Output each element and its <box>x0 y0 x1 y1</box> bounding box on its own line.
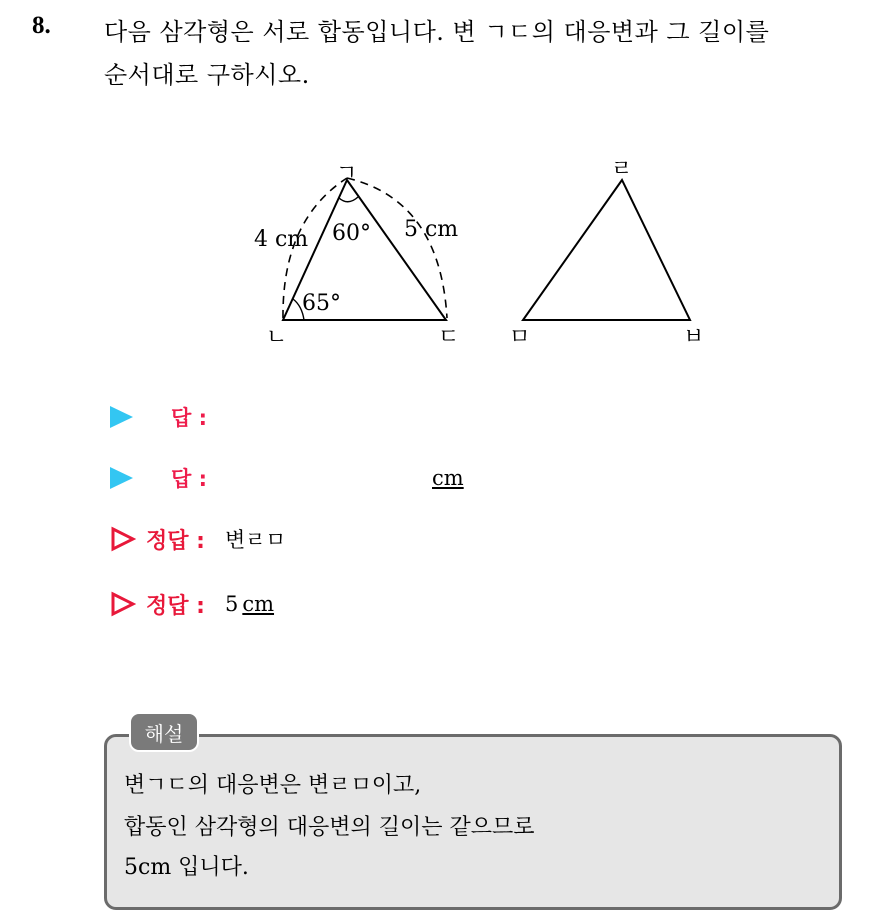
outline-play-icon <box>110 591 136 617</box>
right-triangle <box>523 180 690 320</box>
answer-row-2 <box>110 461 464 495</box>
vertex-label-n: ㄴ <box>266 325 288 350</box>
vertex-label-r: ㄹ <box>611 157 633 182</box>
vertex-label-m: ㅁ <box>509 325 531 350</box>
question-text-line2: 순서대로 구하시오. <box>104 61 310 89</box>
play-arrow-icon <box>110 406 133 428</box>
vertex-label-g: ㄱ <box>336 161 358 186</box>
explanation-line1: 변ㄱㄷ의 대응변은 변ㄹㅁ이고, <box>124 773 422 798</box>
correct-unit: cm <box>242 592 275 616</box>
correct-row-2 <box>110 587 274 621</box>
question-text-line1: 다음 삼각형은 서로 합동입니다. 변 ㄱㄷ의 대응변과 그 길이를 <box>104 18 770 46</box>
explanation-line2: 합동인 삼각형의 대응변의 길이는 같으므로 <box>124 815 535 840</box>
angle-label-60: 60° <box>332 221 371 246</box>
angle-label-65: 65° <box>302 291 341 316</box>
correct-label: 정답 : <box>146 528 205 554</box>
answer-unit: cm <box>432 466 464 490</box>
question-number: 8. <box>32 12 51 39</box>
triangle-figure <box>0 0 884 400</box>
correct-value: 변ㄹㅁ <box>224 528 286 552</box>
side-arc-right <box>347 178 447 318</box>
answer-label: 답 : <box>171 467 207 491</box>
outline-play-icon <box>110 526 136 552</box>
explanation-line3: 5cm 입니다. <box>124 855 249 880</box>
side-label-4cm: 4 cm <box>254 227 309 252</box>
vertex-label-d: ㄷ <box>438 325 460 350</box>
answer-label: 답 : <box>171 406 207 430</box>
correct-value: 5 <box>224 592 239 616</box>
correct-row-1 <box>110 522 286 556</box>
vertex-label-b: ㅂ <box>683 325 705 350</box>
angle-arc-top <box>339 197 358 202</box>
answer-row-1 <box>110 400 247 434</box>
side-label-5cm: 5 cm <box>404 217 459 242</box>
explanation-tag: 해설 <box>129 712 199 752</box>
correct-label: 정답 : <box>146 593 205 619</box>
play-arrow-icon <box>110 467 133 489</box>
